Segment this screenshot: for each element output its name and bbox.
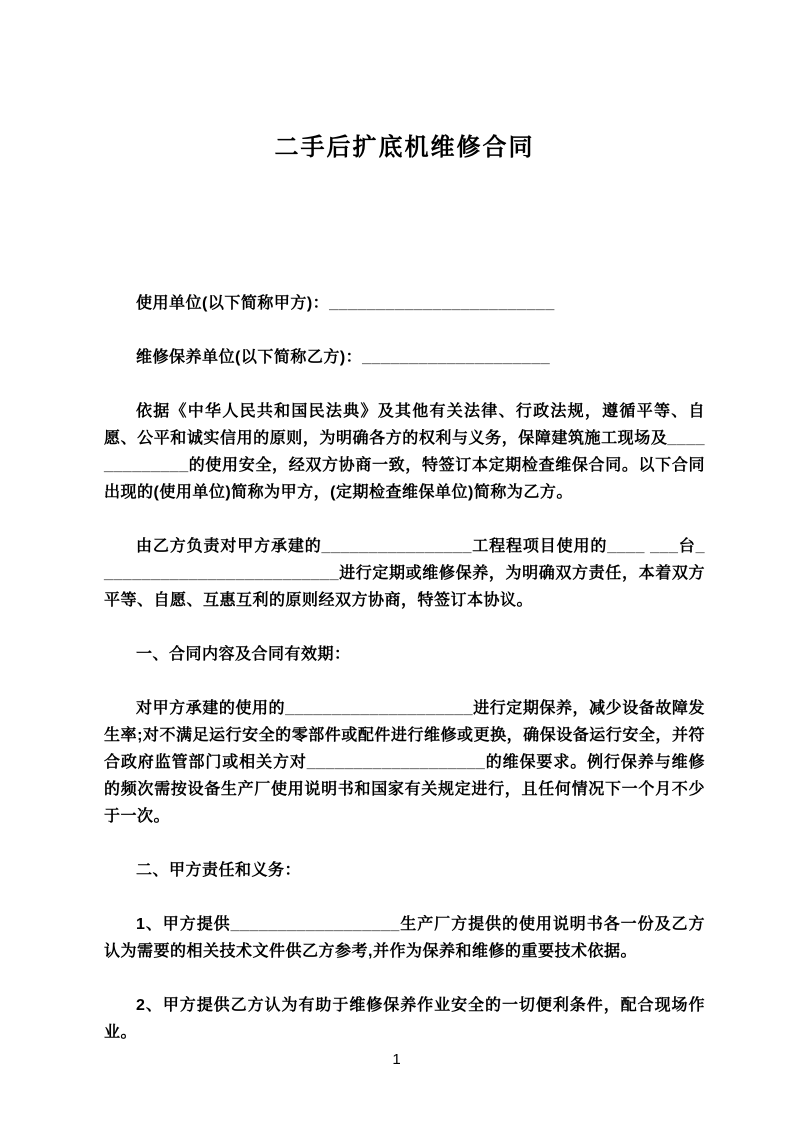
section-1-heading: 一、合同内容及合同有效期： <box>136 646 351 663</box>
preamble-paragraph: 依据《中华人民共和国民法典》及其他有关法律、行政法规，遵循平等、自愿、公平和诚实信用的原则，为明确各方的权利与义务，保障建筑施工现场及_____________的使用安全，经双方协商一致，特签订本定期检查维保合同。以下合同出现的(使用单位)简称为甲方，(定期检查维保单位)简称为乙方。 <box>104 403 705 501</box>
page-number: 1 <box>392 1051 401 1068</box>
scope-paragraph: 由乙方负责对甲方承建的________________工程程项目使用的____ ___台__________________________进行定期或维修保养，为明确双方责任，本着双方平等、自愿、互惠互利的原则经双方协商，特签订本协议。 <box>104 538 705 609</box>
clause-2-paragraph: 2、甲方提供乙方认为有助于维修保养作业安全的一切便利条件，配合现场作业。 <box>104 997 705 1041</box>
clause-1-paragraph: 1、甲方提供__________________生产厂方提供的使用说明书各一份及乙方认为需要的相关技术文件供乙方参考,并作为保养和维修的重要技术依据。 <box>104 916 705 960</box>
section-1-body: 对甲方承建的使用的____________________进行定期保养，减少设备故障发生率;对不满足运行安全的零部件或配件进行维修或更换，确保设备运行安全，并符合政府监管部门或相关方对___________________的维保要求。例行保养与维修的频次需按设备生产厂使用说明书和国家有关规定进行，且任何情况下一个月不少于一次。 <box>104 700 705 825</box>
party-b-line: 维修保养单位(以下简称乙方)：____________________ <box>136 349 551 366</box>
party-a-line: 使用单位(以下简称甲方)：________________________ <box>136 295 555 312</box>
document-title: 二手后扩底机维修合同 <box>274 134 535 161</box>
section-2-heading: 二、甲方责任和义务： <box>136 862 302 879</box>
